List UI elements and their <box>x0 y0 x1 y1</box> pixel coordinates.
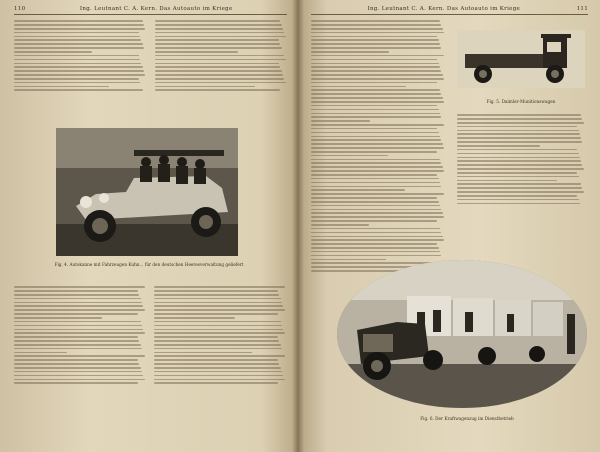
left-page-number: 110 <box>14 6 26 12</box>
text-line <box>14 325 142 327</box>
text-line <box>311 239 444 241</box>
text-line <box>14 39 141 41</box>
text-line <box>311 212 443 214</box>
text-line <box>457 164 582 166</box>
text-line <box>154 363 279 365</box>
text-line <box>155 32 285 34</box>
text-line <box>311 66 440 68</box>
text-line <box>311 28 443 30</box>
text-line <box>14 317 102 319</box>
text-line <box>155 78 285 80</box>
text-line <box>14 43 143 45</box>
text-line <box>155 89 281 91</box>
left-text-columns-top <box>14 18 287 93</box>
text-line <box>14 82 140 84</box>
text-line <box>311 155 388 157</box>
text-line <box>154 302 282 304</box>
text-line <box>14 63 141 65</box>
text-line <box>311 39 439 41</box>
car-image-icon <box>56 128 238 256</box>
text-line <box>14 47 144 49</box>
text-line <box>457 199 579 201</box>
text-line <box>154 290 278 292</box>
text-line <box>311 47 441 49</box>
text-line <box>311 93 441 95</box>
convoy-photo <box>337 260 587 408</box>
text-line <box>311 89 440 91</box>
text-line <box>14 375 143 377</box>
text-line <box>311 162 441 164</box>
text-line <box>14 313 138 315</box>
text-line <box>154 305 283 307</box>
text-line <box>154 382 278 384</box>
text-line <box>457 203 580 205</box>
text-line <box>457 157 580 159</box>
text-line <box>311 232 441 234</box>
text-line <box>311 251 440 253</box>
text-line <box>311 63 439 65</box>
convoy-image-icon <box>337 260 587 408</box>
text-line <box>311 86 406 88</box>
text-line <box>155 63 280 65</box>
text-line <box>154 294 279 296</box>
text-line <box>457 180 557 182</box>
right-page-number: 111 <box>576 6 588 12</box>
text-line <box>154 313 278 315</box>
text-line <box>155 74 284 76</box>
text-line <box>457 160 581 162</box>
text-line <box>311 43 440 45</box>
text-line <box>311 109 439 111</box>
text-line <box>154 352 252 354</box>
text-line <box>14 294 139 296</box>
text-line <box>311 189 405 191</box>
text-line <box>311 105 437 107</box>
text-line <box>311 124 444 126</box>
text-line <box>311 186 441 188</box>
text-line <box>311 220 437 222</box>
text-line <box>14 78 139 80</box>
text-line <box>14 32 139 34</box>
text-line <box>311 243 437 245</box>
text-line <box>14 305 143 307</box>
text-line <box>154 332 285 334</box>
text-line <box>457 137 581 139</box>
text-line <box>457 168 584 170</box>
text-line <box>14 355 145 357</box>
text-line <box>14 332 145 334</box>
left-column-3 <box>14 284 146 386</box>
right-page-header <box>311 6 588 15</box>
text-line <box>457 195 577 197</box>
left-column-1 <box>14 18 147 93</box>
text-line <box>155 82 286 84</box>
text-line <box>457 187 582 189</box>
text-line <box>154 336 278 338</box>
text-line <box>154 371 282 373</box>
text-line <box>311 259 386 261</box>
text-line <box>155 20 281 22</box>
text-line <box>311 174 437 176</box>
text-line <box>14 51 92 53</box>
text-line <box>154 298 281 300</box>
left-text-columns-bottom <box>14 284 286 386</box>
text-line <box>457 141 582 143</box>
text-line <box>311 166 443 168</box>
text-line <box>457 133 580 135</box>
text-line <box>14 59 140 61</box>
text-line <box>311 197 437 199</box>
text-line <box>14 66 143 68</box>
text-line <box>311 247 439 249</box>
text-line <box>457 130 579 132</box>
text-line <box>311 236 443 238</box>
right-running-head: Ing. Leutnant C. A. Kern. Das Autoauto im Kriege <box>367 6 521 12</box>
text-line <box>154 325 282 327</box>
text-line <box>155 59 286 61</box>
text-line <box>14 363 139 365</box>
text-line <box>155 43 281 45</box>
text-line <box>14 28 145 30</box>
text-line <box>457 122 584 124</box>
left-running-head: Ing. Leutnant C. A. Kern. Das Autoauto im Kriege <box>79 6 233 12</box>
munitions-truck-photo <box>457 30 585 88</box>
text-line <box>311 182 440 184</box>
text-line <box>311 70 441 72</box>
text-line <box>311 216 444 218</box>
text-line <box>14 348 142 350</box>
text-line <box>457 153 579 155</box>
text-line <box>14 24 144 26</box>
text-line <box>311 209 441 211</box>
text-line <box>311 201 439 203</box>
left-page-header <box>14 6 287 15</box>
text-line <box>311 228 440 230</box>
text-line <box>311 55 444 57</box>
text-line <box>311 59 437 61</box>
text-line <box>311 205 440 207</box>
text-line <box>14 329 143 331</box>
text-line <box>155 47 282 49</box>
text-line <box>311 224 369 226</box>
text-line <box>14 371 142 373</box>
text-line <box>311 51 389 53</box>
text-line <box>154 348 282 350</box>
text-line <box>155 28 284 30</box>
left-column-2 <box>155 18 288 93</box>
text-line <box>457 118 582 120</box>
text-line <box>457 149 577 151</box>
text-line <box>311 24 441 26</box>
text-line <box>14 74 145 76</box>
text-line <box>14 344 141 346</box>
text-line <box>154 379 285 381</box>
right-top-figure-caption: Fig. 5. Daimler-Munitionswagen <box>486 99 556 104</box>
text-line <box>311 255 441 257</box>
right-page <box>297 0 600 452</box>
text-line <box>14 70 144 72</box>
text-line <box>311 193 444 195</box>
text-line <box>154 367 281 369</box>
text-line <box>311 97 443 99</box>
text-line <box>155 70 282 72</box>
text-line <box>311 32 444 34</box>
text-line <box>154 344 281 346</box>
text-line <box>14 55 139 57</box>
text-line <box>311 120 370 122</box>
text-line <box>311 20 440 22</box>
text-line <box>311 116 441 118</box>
text-line <box>155 39 280 41</box>
text-line <box>14 290 138 292</box>
right-column-1 <box>311 18 446 274</box>
text-line <box>311 143 443 145</box>
text-line <box>311 36 437 38</box>
text-line <box>155 24 282 26</box>
text-line <box>311 147 444 149</box>
text-line <box>311 159 440 161</box>
text-line <box>154 317 235 319</box>
text-line <box>155 55 285 57</box>
text-line <box>154 286 285 288</box>
text-line <box>14 309 145 311</box>
text-line <box>155 66 281 68</box>
text-line <box>14 321 141 323</box>
text-line <box>14 379 145 381</box>
text-line <box>154 309 285 311</box>
text-line <box>311 74 443 76</box>
text-line <box>457 114 581 116</box>
text-line <box>14 286 145 288</box>
text-line <box>311 136 440 138</box>
left-page <box>0 0 297 452</box>
text-line <box>457 126 577 128</box>
staff-car-photo <box>56 128 238 256</box>
truck-image-icon <box>457 30 585 88</box>
text-line <box>14 302 142 304</box>
left-column-4 <box>154 284 286 386</box>
text-line <box>14 352 67 354</box>
text-line <box>14 367 141 369</box>
text-line <box>155 51 238 53</box>
right-bottom-figure-caption: Fig. 6. Der Kraftwagenzug im Dienstbetrieb <box>420 416 514 421</box>
text-line <box>14 336 138 338</box>
text-line <box>311 151 437 153</box>
text-line <box>154 340 279 342</box>
text-line <box>311 128 437 130</box>
text-line <box>311 78 444 80</box>
text-line <box>311 101 444 103</box>
text-line <box>14 86 109 88</box>
text-line <box>311 170 444 172</box>
text-line <box>14 382 138 384</box>
text-line <box>14 298 141 300</box>
text-line <box>155 86 256 88</box>
text-line <box>154 359 278 361</box>
text-line <box>311 82 437 84</box>
text-line <box>154 329 283 331</box>
text-line <box>311 178 439 180</box>
right-column-2-lower <box>457 112 585 207</box>
text-line <box>154 375 283 377</box>
text-line <box>14 36 140 38</box>
text-line <box>311 113 440 115</box>
text-line <box>154 321 281 323</box>
text-line <box>14 340 139 342</box>
text-line <box>311 132 439 134</box>
text-line <box>155 36 286 38</box>
text-line <box>457 145 540 147</box>
text-line <box>14 89 143 91</box>
left-figure-caption: Fig. 4. Autokanne mit Fahrzeugen Kuhn... für den deutschen Heeresverwaltung geliefert <box>54 262 244 267</box>
text-line <box>457 176 579 178</box>
text-line <box>457 172 577 174</box>
text-line <box>154 355 285 357</box>
text-line <box>14 359 138 361</box>
text-line <box>457 183 581 185</box>
text-line <box>14 20 143 22</box>
text-line <box>311 139 441 141</box>
text-line <box>457 191 584 193</box>
